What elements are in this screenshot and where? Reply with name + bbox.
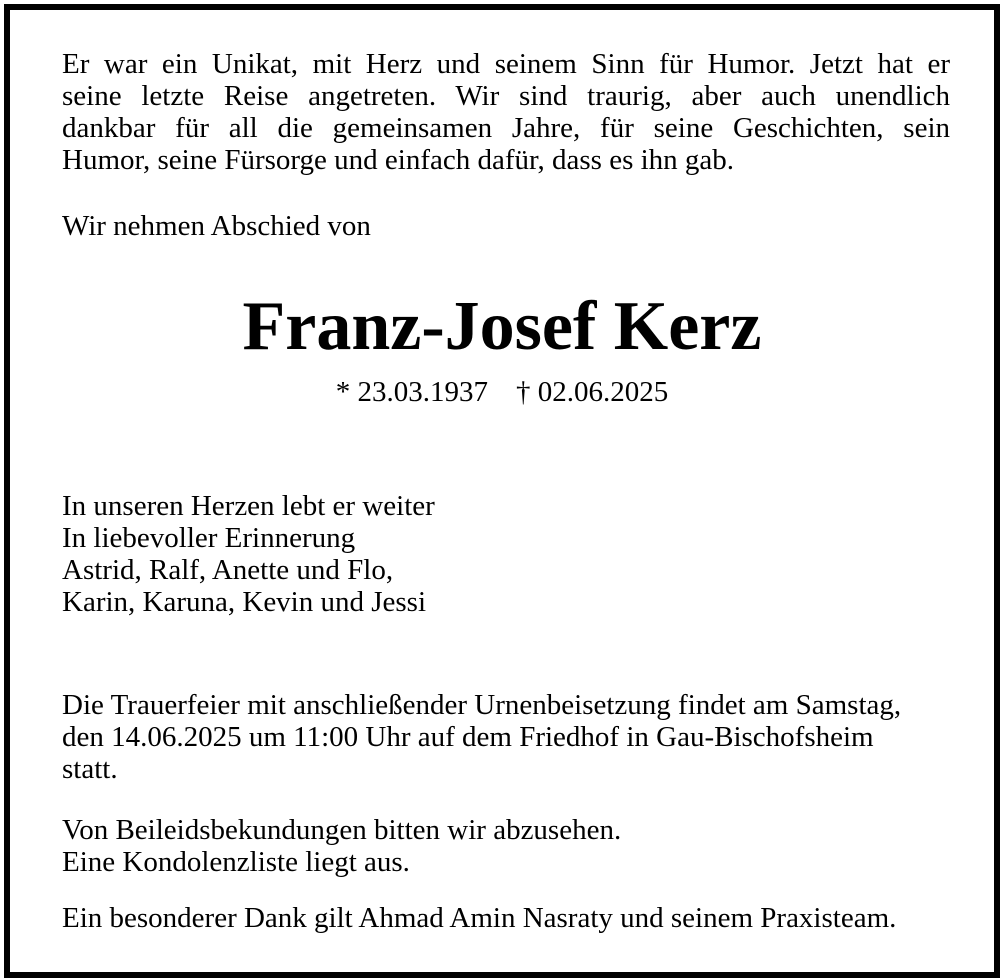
intro-line: Humor, seine Fürsorge und einfach dafür, dass es ihn gab. xyxy=(62,144,735,176)
mourner-line: Karin, Karuna, Kevin und Jessi xyxy=(62,586,427,618)
service-line: statt. xyxy=(62,753,118,785)
birth-date: * 23.03.1937 xyxy=(335,376,488,408)
mourner-line: Astrid, Ralf, Anette und Flo, xyxy=(62,554,394,586)
service-line: Die Trauerfeier mit anschließender Urnenbeisetzung findet am Samstag, xyxy=(62,689,902,721)
obituary-notice xyxy=(4,4,1000,978)
life-dates xyxy=(10,376,994,408)
thanks-text: Ein besonderer Dank gilt Ahmad Amin Nasraty und seinem Praxisteam. xyxy=(62,902,897,934)
intro-line: Er war ein Unikat, mit Herz und seinem Sinn für Humor. Jetzt hat er xyxy=(62,48,950,80)
mourner-line: In unseren Herzen lebt er weiter xyxy=(62,490,435,522)
intro-line: seine letzte Reise angetreten. Wir sind traurig, aber auch unendlich xyxy=(62,80,950,112)
mourner-line: In liebevoller Erinnerung xyxy=(62,522,356,554)
service-paragraph xyxy=(62,689,950,785)
condolence-line: Von Beileidsbekundungen bitten wir abzusehen. xyxy=(62,814,622,846)
death-date: † 02.06.2025 xyxy=(516,376,669,408)
mourners-block xyxy=(62,490,950,618)
service-line: den 14.06.2025 um 11:00 Uhr auf dem Friedhof in Gau-Bischofsheim xyxy=(62,721,874,753)
intro-paragraph xyxy=(62,48,950,176)
deceased-name: Franz-Josef Kerz xyxy=(242,288,762,365)
condolence-line: Eine Kondolenzliste liegt aus. xyxy=(62,846,410,878)
condolences-paragraph xyxy=(62,814,950,878)
intro-line: dankbar für all die gemeinsamen Jahre, für seine Geschichten, sein xyxy=(62,112,950,144)
farewell-text: Wir nehmen Abschied von xyxy=(62,210,371,242)
